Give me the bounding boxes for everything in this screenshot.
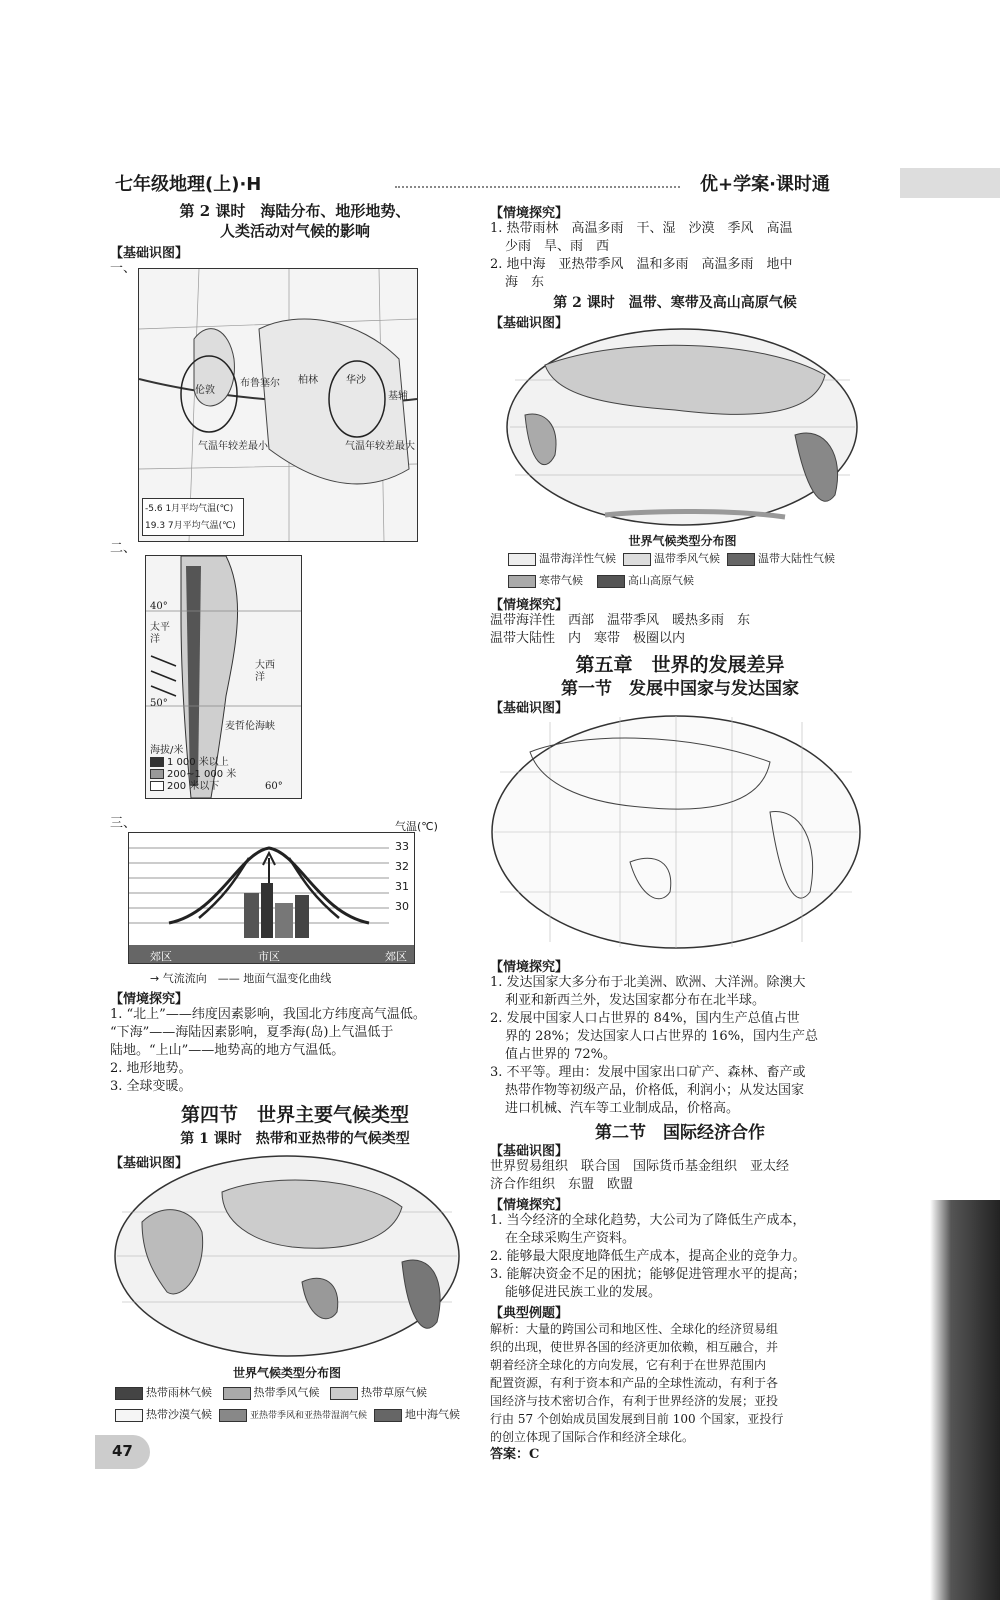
b2: 温带大陆性 内 寒带 极圈以内: [490, 631, 686, 646]
c3c: 进口机械、汽车等工业制成品，价格高。: [505, 1101, 740, 1116]
map1-legend: [142, 498, 244, 536]
legend-mediterranean: 地中海气候: [405, 1408, 461, 1421]
book-title: 七年级地理(上)·H: [115, 174, 262, 195]
temperate-climate-map: [505, 325, 860, 530]
section-basic-4: 【基础识图】: [110, 1156, 189, 1171]
section-basic-r2: 【基础识图】: [490, 701, 569, 716]
c3b: 热带作物等初级产品，价格低，利润小；从发达国家: [505, 1083, 805, 1098]
swatch-mid: [150, 769, 164, 779]
zone-suburb-left: 郊区: [150, 950, 172, 963]
lon-60: 60°: [265, 781, 283, 792]
chart3-legend: → 气流流向 —— 地面气温变化曲线: [150, 972, 332, 985]
e1b: 在全球采购生产资料。: [505, 1231, 636, 1246]
swatch-highland: [597, 575, 625, 588]
heat-island-chart: [128, 832, 415, 964]
swatch-mediterranean: [374, 1409, 402, 1422]
chart3-ylabel: 气温(℃): [395, 820, 438, 833]
section-5-1-title: 第一节 发展中国家与发达国家: [561, 679, 799, 699]
a2: 2. 地中海 亚热带季风 温和多雨 高温多雨 地中: [490, 257, 793, 272]
tropical-climate-map: [112, 1152, 462, 1360]
legend2-mid: 200~1 000 米: [167, 769, 237, 780]
d1: 世界贸易组织 联合国 国际货币基金组织 亚太经: [490, 1159, 790, 1174]
tick-33: 33: [395, 840, 409, 853]
e3: 3. 能解决资金不足的困扰；能够促进管理水平的提高；: [490, 1267, 806, 1282]
legend-highland: 高山高原气候: [628, 574, 694, 587]
map4-caption: 世界气候类型分布图: [232, 1366, 341, 1380]
heat-island-svg: [129, 833, 414, 963]
legend-temperate-monsoon: 温带季风气候: [654, 552, 720, 565]
num-1: 一、: [110, 261, 137, 276]
swatch-polar: [508, 575, 536, 588]
a1b: 少雨 旱、雨 西: [505, 239, 610, 254]
header-bar: [900, 168, 1000, 198]
c2b: 界的 28%；发达国家人口占世界的 16%，国内生产总: [505, 1029, 819, 1044]
section-basic-r: 【基础识图】: [490, 316, 569, 331]
d1b: 济合作组织 东盟 欧盟: [490, 1177, 634, 1192]
legend-desert: 热带沙漠气候: [146, 1408, 212, 1421]
legend-jan-value: -5.6: [145, 504, 163, 514]
f7: 的创立体现了国际合作和经济全球化。: [490, 1430, 695, 1444]
num-2: 二、: [110, 541, 137, 556]
series-title: 优+学案·课时通: [700, 174, 830, 195]
lat-40: 40°: [150, 601, 168, 612]
map-r-legend: [508, 548, 878, 592]
swatch-continental: [727, 553, 755, 566]
q3: 3. 全球变暖。: [110, 1079, 192, 1094]
legend2-high: 1 000 米以上: [167, 757, 229, 768]
tick-32: 32: [395, 860, 409, 873]
e1: 1. 当今经济的全球化趋势，大公司为了降低生产成本，: [490, 1213, 806, 1228]
answer: 答案：C: [490, 1447, 540, 1462]
chapter-5-title: 第五章 世界的发展差异: [575, 654, 785, 676]
legend-jul-value: 19.3: [145, 521, 166, 531]
q1b: “下海”——海陆因素影响，夏季海(岛)上气温低于: [110, 1025, 394, 1040]
swatch-subtropical: [219, 1409, 247, 1422]
q1a: 1. “北上”——纬度因素影响，我国北方纬度高气温低。: [110, 1007, 426, 1022]
city-berlin: 柏林: [298, 375, 318, 386]
c2: 2. 发展中国家人口占世界的 84%，国内生产总值占世: [490, 1011, 800, 1026]
legend-jan: 1月平均气温(℃): [165, 504, 234, 514]
swatch-oceanic: [508, 553, 536, 566]
lesson-title-2: 人类活动对气候的影响: [219, 222, 370, 240]
map4-legend: [115, 1382, 475, 1427]
section-inquiry-left: 【情境探究】: [110, 992, 189, 1007]
map2-legend: [150, 745, 236, 793]
swatch-high: [150, 757, 164, 767]
a2b: 海 东: [505, 275, 545, 290]
tick-31: 31: [395, 880, 409, 893]
c1b: 利亚和新西兰外，发达国家都分布在北半球。: [505, 993, 766, 1008]
section-inquiry-r1: 【情境探究】: [490, 206, 569, 221]
legend-savanna: 热带草原气候: [361, 1386, 427, 1399]
num-3: 三、: [110, 816, 137, 831]
e3b: 能够促进民族工业的发展。: [505, 1285, 662, 1300]
section-5-2-title: 第二节 国际经济合作: [595, 1123, 765, 1143]
a1: 1. 热带雨林 高温多雨 干、湿 沙漠 季风 高温: [490, 221, 793, 236]
section-basic-r3: 【基础识图】: [490, 1144, 569, 1159]
q1c: 陆地。“上山”——地势高的地方气温低。: [110, 1043, 345, 1058]
label-atlantic: 大西洋: [255, 660, 275, 683]
lesson-4-1: 第 1 课时 热带和亚热带的气候类型: [180, 1131, 410, 1147]
lat-50: 50°: [150, 698, 168, 709]
f5: 国经济与技术密切合作，有利于世界经济的发展；亚投: [490, 1394, 779, 1408]
e2: 2. 能够最大限度地降低生产成本，提高企业的竞争力。: [490, 1249, 806, 1264]
lesson-r-2: 第 2 课时 温带、寒带及高山高原气候: [553, 295, 797, 311]
q2: 2. 地形地势。: [110, 1061, 192, 1076]
label-pacific: 太平洋: [150, 622, 170, 645]
lesson-title-1: 第 2 课时 海陆分布、地形地势、: [179, 202, 411, 220]
swatch-desert: [115, 1409, 143, 1422]
tropical-map-svg: [112, 1152, 462, 1360]
f2: 织的出现，使世界各国的经济更加依赖，相互融合，并: [490, 1340, 779, 1354]
c1: 1. 发达国家大多分布于北美洲、欧洲、大洋洲。除澳大: [490, 975, 806, 990]
label-magellan: 麦哲伦海峡: [225, 721, 275, 732]
temperate-map-svg: [505, 325, 860, 530]
note-max-range: 气温年较差最大: [345, 441, 415, 452]
legend2-title: 海拔/米: [150, 745, 184, 756]
header-dots: [395, 186, 680, 188]
b1: 温带海洋性 西部 温带季风 暖热多雨 东: [490, 613, 751, 628]
f6: 行由 57 个创始成员国发展到目前 100 个国家，亚投行: [490, 1412, 784, 1426]
c3: 3. 不平等。理由：发展中国家出口矿产、森林、畜产或: [490, 1065, 806, 1080]
legend-rainforest: 热带雨林气候: [146, 1386, 212, 1399]
city-brussels: 布鲁塞尔: [240, 378, 280, 389]
city-kyiv: 基辅: [388, 391, 408, 402]
legend-subtropical: 亚热带季风和亚热带湿润气候: [250, 1411, 368, 1421]
zone-city: 市区: [258, 950, 280, 963]
f1: 解析：大量的跨国公司和地区性、全球化的经济贸易组: [490, 1322, 779, 1336]
f3: 朝着经济全球化的方向发展，它有利于在世界范围内: [490, 1358, 767, 1372]
city-london: 伦敦: [195, 385, 215, 396]
zone-suburb-right: 郊区: [385, 950, 407, 963]
swatch-savanna: [330, 1387, 358, 1400]
legend-polar: 寒带气候: [539, 574, 583, 587]
city-warsaw: 华沙: [346, 375, 366, 386]
legend-oceanic: 温带海洋性气候: [539, 552, 616, 565]
section-inquiry-r3: 【情境探究】: [490, 960, 569, 975]
map-r-caption: 世界气候类型分布图: [628, 534, 737, 548]
section-inquiry-r4: 【情境探究】: [490, 1198, 569, 1213]
swatch-tropical-monsoon: [223, 1387, 251, 1400]
swatch-temperate-monsoon: [623, 553, 651, 566]
development-map: [490, 712, 862, 952]
legend2-low: 200 米以下: [167, 781, 220, 792]
legend-jul: 7月平均气温(℃): [167, 521, 236, 531]
legend-continental: 温带大陆性气候: [758, 552, 835, 565]
f4: 配置资源，有利于资本和产品的全球性流动，有利于各: [490, 1376, 779, 1390]
tick-30: 30: [395, 900, 409, 913]
torn-edge: [930, 1200, 1000, 1600]
swatch-rainforest: [115, 1387, 143, 1400]
section-basic: 【基础识图】: [110, 246, 189, 261]
note-min-range: 气温年较差最小: [198, 441, 268, 452]
swatch-low: [150, 781, 164, 791]
section-example: 【典型例题】: [490, 1306, 569, 1321]
page-number: 47: [112, 1442, 133, 1460]
section-4-title: 第四节 世界主要气候类型: [180, 1104, 409, 1126]
development-map-svg: [490, 712, 862, 952]
section-inquiry-r2: 【情境探究】: [490, 598, 569, 613]
c2c: 值占世界的 72%。: [505, 1047, 617, 1062]
legend-tropical-monsoon: 热带季风气候: [253, 1386, 320, 1399]
